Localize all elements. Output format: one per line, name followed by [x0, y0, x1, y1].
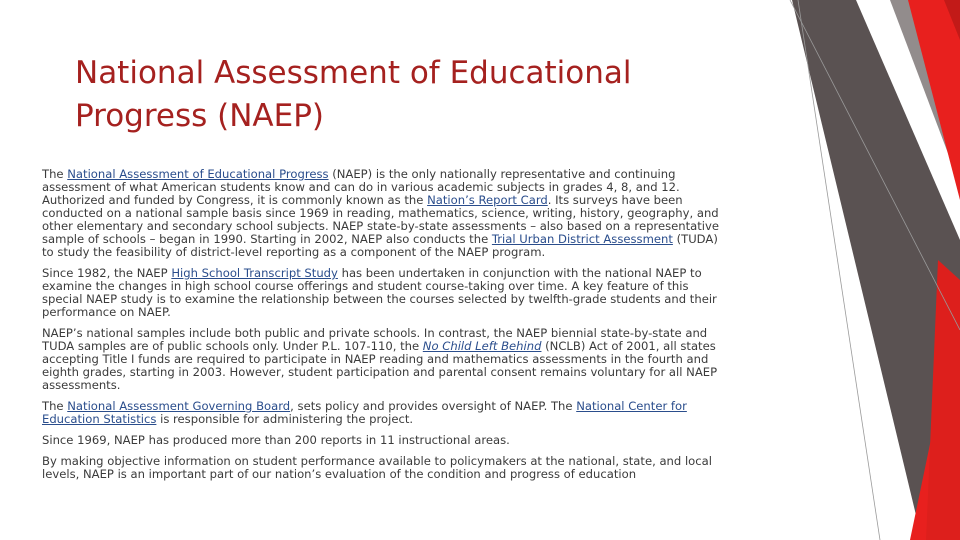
paragraph-transcript-study: Since 1982, the NAEP High School Transcript Study has been undertaken in conjunction with the national NAEP to examine the changes in high school course offerings and student course-taking over time. A key feature of this special NAEP study is to examine the relationship between the courses selected by twelfth-grade students and their performance on NAEP. [42, 266, 717, 319]
paragraph-reports-produced: Since 1969, NAEP has produced more than 200 reports in 11 instructional areas. [42, 433, 510, 447]
link-national-center-for-education-statistics[interactable]: National Center for Education Statistics [42, 399, 687, 426]
link-nations-report-card[interactable]: Nation’s Report Card [427, 193, 548, 207]
slide-title: National Assessment of Educational Progress (NAEP) [75, 55, 632, 134]
link-national-assessment-governing-board[interactable]: National Assessment Governing Board [67, 399, 291, 413]
link-no-child-left-behind[interactable]: No Child Left Behind [422, 339, 542, 353]
slide-body [42, 168, 722, 489]
link-national-assessment-of-educational-progress[interactable]: National Assessment of Educational Progress [67, 167, 329, 181]
paragraph-national-samples: NAEP’s national samples include both public and private schools. In contrast, the NAEP biennial state-by-state and TUDA samples are of public schools only. Under P.L. 107-110, the No Child Left Behind (NCLB) Act of 2001, all states accepting Title I funds are required to participate in NAEP reading and mathematics assessments in the fourth and eighth grades, starting in 2003. However, student participation and parental consent remains voluntary for all NAEP assessments. [42, 326, 718, 392]
paragraph-naep-overview: The National Assessment of Educational Progress (NAEP) is the only nationally representative and continuing assessment of what American students know and can do in various academic subjects in grades 4, 8, and 12. Authorized and funded by Congress, it is commonly known as the Nation’s Report Card. Its surveys have been conducted on a national sample basis since 1969 in reading, mathematics, science, writing, history, geography, and other elementary and secondary school subjects. NAEP state-by-state assessments – also based on a representative sample of schools – began in 1990. Starting in 2002, NAEP also conducts the Trial Urban District Assessment (TUDA) to study the feasibility of district-level reporting as a component of the NAEP program. [42, 167, 720, 259]
paragraph-objective-information: By making objective information on student performance available to policymakers at the national, state, and local levels, NAEP is an important part of our nation’s evaluation of the condition and progress of education [42, 454, 712, 481]
paragraph-governing-board: The National Assessment Governing Board, sets policy and provides oversight of NAEP. The National Center for Education Statistics is responsible for administering the project. [42, 399, 687, 426]
link-trial-urban-district-assessment[interactable]: Trial Urban District Assessment [491, 232, 673, 246]
link-high-school-transcript-study[interactable]: High School Transcript Study [171, 266, 338, 280]
decorative-side-shapes [730, 0, 960, 540]
